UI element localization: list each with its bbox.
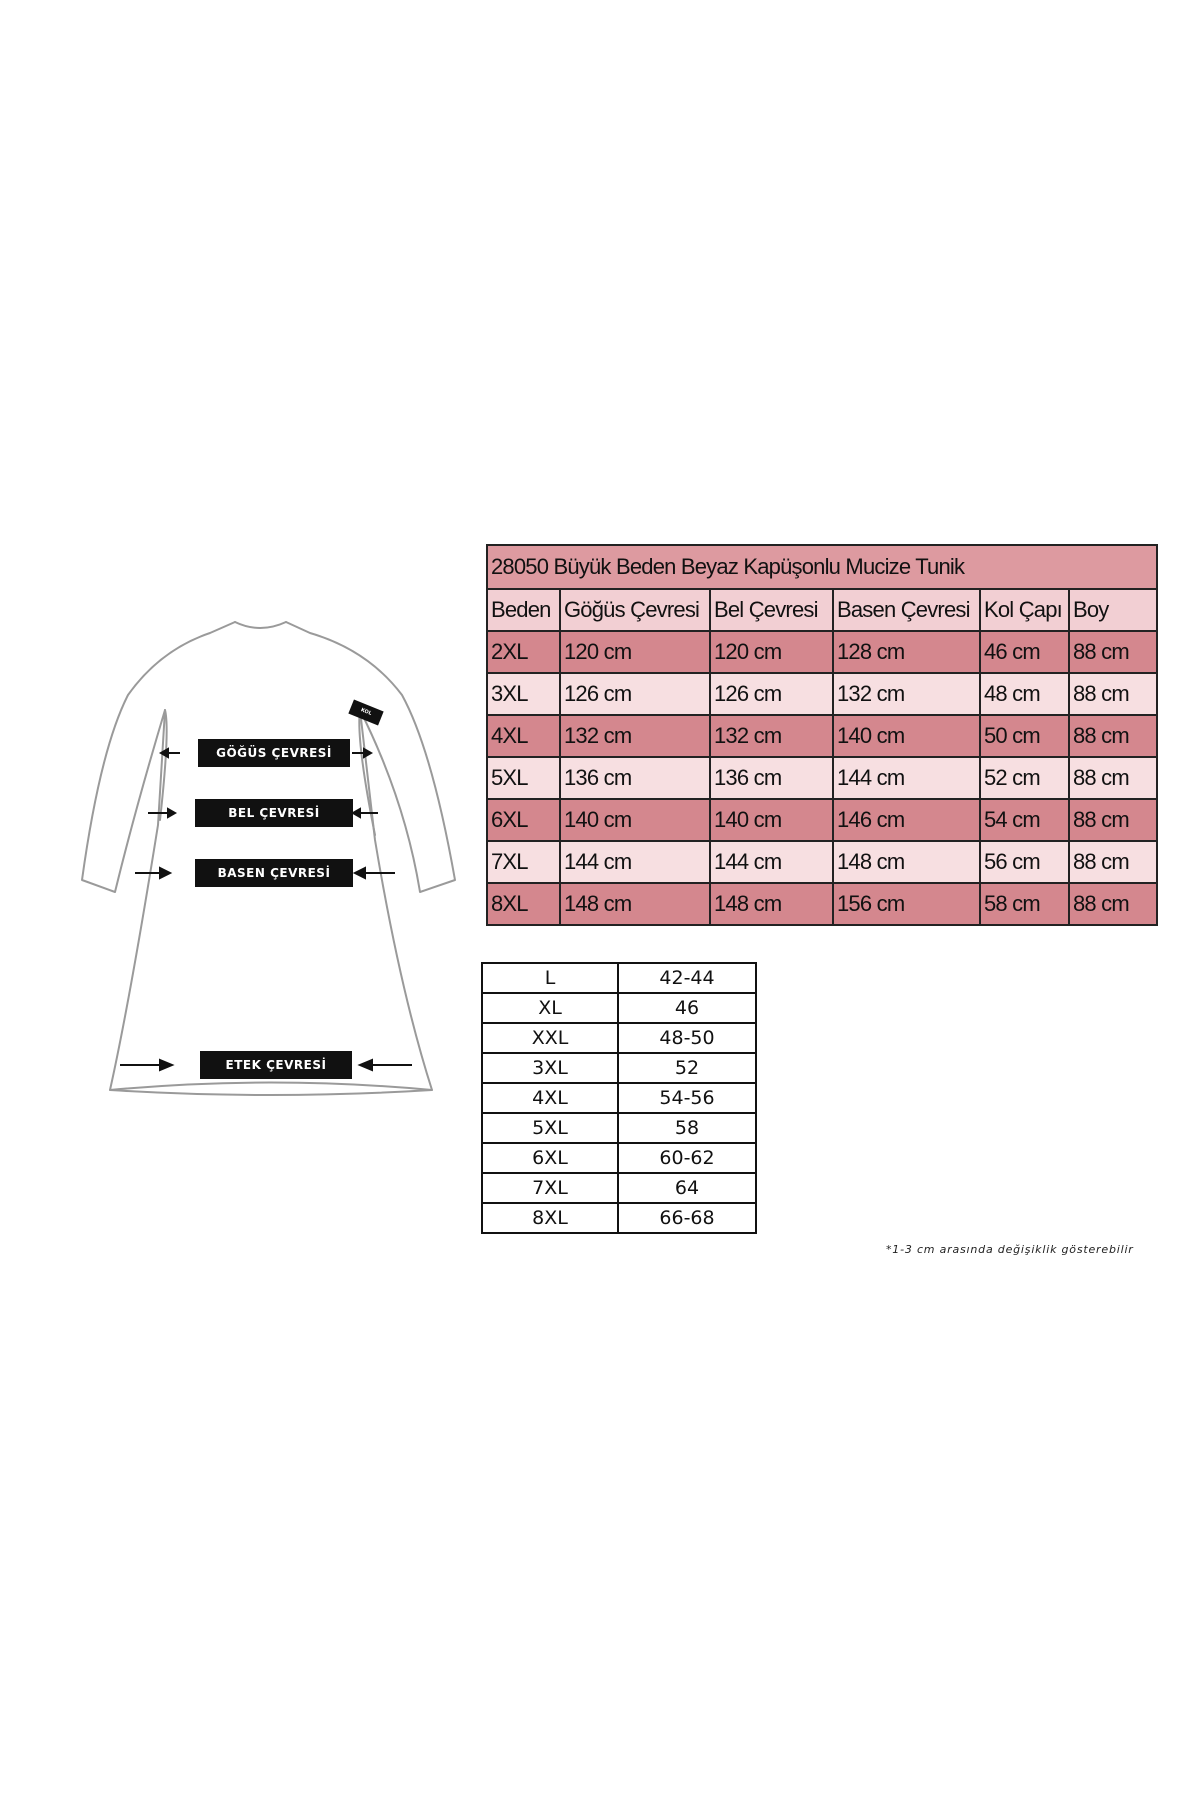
size-chart-title: 28050 Büyük Beden Beyaz Kapüşonlu Mucize Tunik — [487, 545, 1157, 589]
table-cell: 7XL — [487, 841, 560, 883]
table-cell: 88 cm — [1069, 757, 1157, 799]
table-cell: 128 cm — [833, 631, 980, 673]
column-header: Bel Çevresi — [710, 589, 833, 631]
conversion-row — [482, 963, 756, 993]
table-cell: 3XL — [487, 673, 560, 715]
sleeve-tag-icon: KOL — [348, 700, 383, 726]
table-cell: 156 cm — [833, 883, 980, 925]
conversion-row — [482, 1083, 756, 1113]
table-cell: 140 cm — [560, 799, 710, 841]
table-cell: 88 cm — [1069, 673, 1157, 715]
table-cell: 144 cm — [833, 757, 980, 799]
table-cell: 120 cm — [710, 631, 833, 673]
size-chart-table — [486, 544, 1158, 926]
table-cell: 132 cm — [710, 715, 833, 757]
table-cell: 5XL — [487, 757, 560, 799]
table-row — [487, 799, 1157, 841]
column-header: Basen Çevresi — [833, 589, 980, 631]
numeric-size-cell: 48-50 — [618, 1023, 756, 1053]
size-chart-header-row — [487, 589, 1157, 631]
letter-size-cell: 7XL — [482, 1173, 618, 1203]
conversion-row — [482, 1173, 756, 1203]
table-cell: 144 cm — [560, 841, 710, 883]
table-cell: 58 cm — [980, 883, 1069, 925]
table-cell: 88 cm — [1069, 715, 1157, 757]
letter-size-cell: 5XL — [482, 1113, 618, 1143]
table-cell: 54 cm — [980, 799, 1069, 841]
numeric-size-cell: 52 — [618, 1053, 756, 1083]
size-chart-body — [487, 545, 1157, 925]
letter-size-cell: 6XL — [482, 1143, 618, 1173]
table-cell: 120 cm — [560, 631, 710, 673]
table-cell: 132 cm — [560, 715, 710, 757]
numeric-size-cell: 66-68 — [618, 1203, 756, 1233]
conversion-row — [482, 1053, 756, 1083]
tolerance-note: *1-3 cm arasında değişiklik gösterebilir — [886, 1243, 1134, 1256]
numeric-size-cell: 58 — [618, 1113, 756, 1143]
numeric-size-cell: 42-44 — [618, 963, 756, 993]
letter-size-cell: 3XL — [482, 1053, 618, 1083]
table-cell: 4XL — [487, 715, 560, 757]
table-cell: 126 cm — [710, 673, 833, 715]
letter-size-cell: 4XL — [482, 1083, 618, 1113]
size-conversion-body — [482, 963, 756, 1233]
table-cell: 140 cm — [833, 715, 980, 757]
conversion-row — [482, 1023, 756, 1053]
table-row — [487, 883, 1157, 925]
table-cell: 136 cm — [710, 757, 833, 799]
numeric-size-cell: 46 — [618, 993, 756, 1023]
table-cell: 6XL — [487, 799, 560, 841]
letter-size-cell: XL — [482, 993, 618, 1023]
size-conversion-table — [481, 962, 757, 1234]
conversion-row — [482, 993, 756, 1023]
table-cell: 144 cm — [710, 841, 833, 883]
table-cell: 88 cm — [1069, 841, 1157, 883]
table-cell: 146 cm — [833, 799, 980, 841]
table-cell: 126 cm — [560, 673, 710, 715]
table-cell: 136 cm — [560, 757, 710, 799]
letter-size-cell: L — [482, 963, 618, 993]
letter-size-cell: XXL — [482, 1023, 618, 1053]
conversion-row — [482, 1203, 756, 1233]
chest-label: GÖĞÜS ÇEVRESİ — [198, 739, 350, 767]
numeric-size-cell: 54-56 — [618, 1083, 756, 1113]
table-row — [487, 631, 1157, 673]
table-cell: 2XL — [487, 631, 560, 673]
table-row — [487, 841, 1157, 883]
column-header: Kol Çapı — [980, 589, 1069, 631]
table-cell: 48 cm — [980, 673, 1069, 715]
table-cell: 8XL — [487, 883, 560, 925]
column-header: Beden — [487, 589, 560, 631]
table-cell: 56 cm — [980, 841, 1069, 883]
table-row — [487, 715, 1157, 757]
hip-label: BASEN ÇEVRESİ — [195, 859, 353, 887]
garment-diagram — [60, 600, 480, 1120]
table-cell: 140 cm — [710, 799, 833, 841]
table-cell: 148 cm — [710, 883, 833, 925]
table-cell: 88 cm — [1069, 631, 1157, 673]
table-cell: 52 cm — [980, 757, 1069, 799]
table-row — [487, 757, 1157, 799]
numeric-size-cell: 64 — [618, 1173, 756, 1203]
hem-label: ETEK ÇEVRESİ — [200, 1051, 352, 1079]
table-cell: 148 cm — [560, 883, 710, 925]
table-cell: 132 cm — [833, 673, 980, 715]
table-cell: 50 cm — [980, 715, 1069, 757]
size-chart-title-row — [487, 545, 1157, 589]
table-cell: 88 cm — [1069, 883, 1157, 925]
numeric-size-cell: 60-62 — [618, 1143, 756, 1173]
conversion-row — [482, 1143, 756, 1173]
column-header: Boy — [1069, 589, 1157, 631]
table-cell: 88 cm — [1069, 799, 1157, 841]
conversion-row — [482, 1113, 756, 1143]
table-row — [487, 673, 1157, 715]
waist-label: BEL ÇEVRESİ — [195, 799, 353, 827]
column-header: Göğüs Çevresi — [560, 589, 710, 631]
table-cell: 148 cm — [833, 841, 980, 883]
letter-size-cell: 8XL — [482, 1203, 618, 1233]
table-cell: 46 cm — [980, 631, 1069, 673]
